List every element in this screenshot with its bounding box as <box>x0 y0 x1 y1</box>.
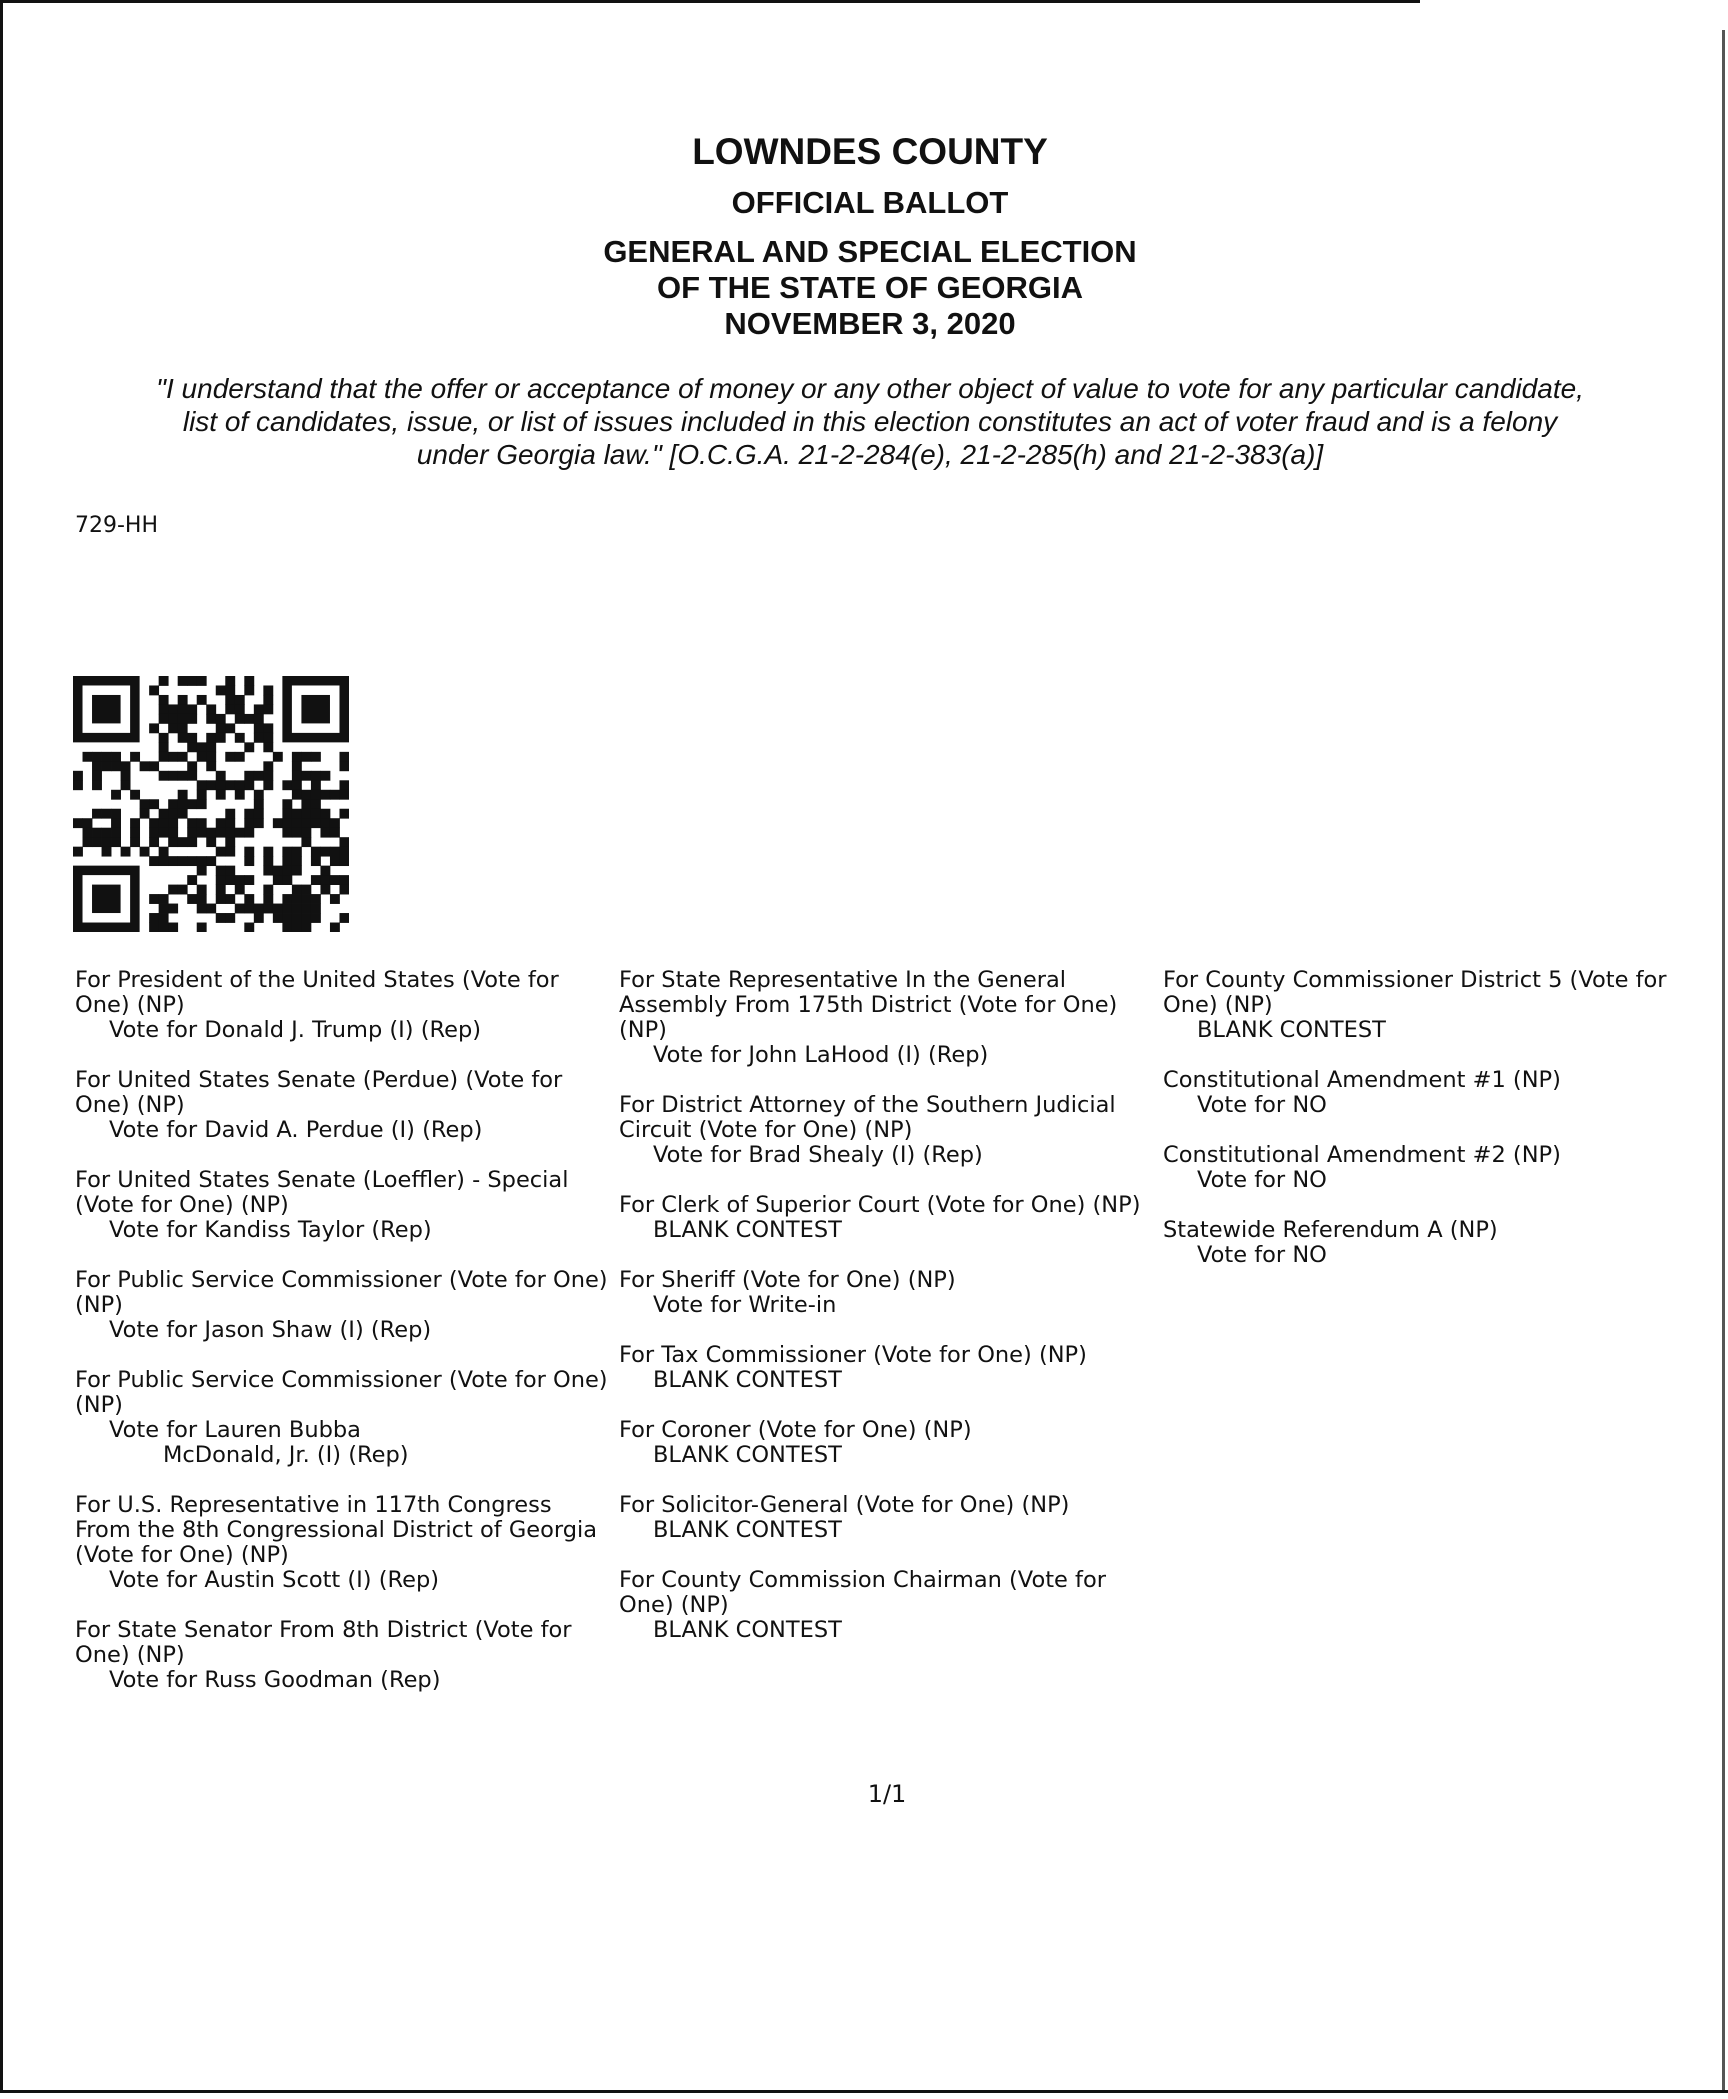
contest-block <box>1163 1218 1693 1268</box>
contest-block <box>619 1418 1159 1468</box>
contest-block <box>619 968 1159 1068</box>
contest-title: For County Commissioner District 5 (Vote for One) (NP) <box>1163 968 1667 1018</box>
ballot-header <box>0 130 1728 342</box>
contest-selection: BLANK CONTEST <box>653 1217 842 1243</box>
contest-title: For Public Service Commissioner (Vote for One) (NP) <box>75 1267 608 1318</box>
contest-selection-continued: McDonald, Jr. (I) (Rep) <box>163 1442 409 1468</box>
contest-title: For Sheriff (Vote for One) (NP) <box>619 1267 956 1293</box>
contest-selection: Vote for Jason Shaw (I) (Rep) <box>109 1317 432 1343</box>
contest-title: For President of the United States (Vote for One) (NP) <box>75 967 559 1018</box>
page-number: 1/1 <box>867 1780 907 1808</box>
contest-title: Constitutional Amendment #2 (NP) <box>1163 1142 1561 1168</box>
contest-selection: Vote for Donald J. Trump (I) (Rep) <box>109 1017 482 1043</box>
contest-block <box>619 1268 1159 1318</box>
contest-title: For State Representative In the General Assembly From 175th District (Vote for One) (NP) <box>619 967 1118 1043</box>
contest-selection: BLANK CONTEST <box>653 1617 842 1643</box>
contest-selection: Vote for Lauren Bubba <box>109 1417 361 1443</box>
contest-selection: BLANK CONTEST <box>1197 1017 1386 1043</box>
contest-selection: Vote for Austin Scott (I) (Rep) <box>109 1567 440 1593</box>
contest-title: For U.S. Representative in 117th Congress From the 8th Congressional District of Georgia (Vote for One) (NP) <box>75 1492 598 1568</box>
election-name-line-1: GENERAL AND SPECIAL ELECTION <box>603 234 1137 269</box>
contest-selection: Vote for Russ Goodman (Rep) <box>109 1667 441 1693</box>
contest-column-2 <box>619 968 1159 1668</box>
contest-title: For United States Senate (Loeffler) - Special (Vote for One) (NP) <box>75 1167 569 1218</box>
contest-block <box>619 1343 1159 1393</box>
contest-title: For United States Senate (Perdue) (Vote for One) (NP) <box>75 1067 563 1118</box>
contest-column-3 <box>1163 968 1693 1293</box>
qr-code-icon <box>73 676 349 932</box>
contest-block <box>619 1193 1159 1243</box>
contest-title: For Tax Commissioner (Vote for One) (NP) <box>619 1342 1087 1368</box>
ballot-style-id: 729-HH <box>75 513 159 538</box>
contest-title: For Clerk of Superior Court (Vote for One) (NP) <box>619 1192 1141 1218</box>
oath-line-2: list of candidates, issue, or list of issues included in this election constitutes an act of voter fraud and is a felony <box>182 406 1558 437</box>
ballot-type: OFFICIAL BALLOT <box>731 185 1009 220</box>
county-title: LOWNDES COUNTY <box>692 131 1048 172</box>
contest-block <box>619 1493 1159 1543</box>
oath-line-1: "I understand that the offer or acceptance of money or any other object of value to vote for any particular candidate, <box>156 373 1584 404</box>
contest-block <box>1163 968 1693 1043</box>
contest-title: Statewide Referendum A (NP) <box>1163 1217 1498 1243</box>
contest-block <box>1163 1143 1693 1193</box>
election-date: NOVEMBER 3, 2020 <box>724 306 1016 341</box>
contest-column-1 <box>75 968 610 1718</box>
contest-block <box>75 1618 610 1693</box>
oath-line-3: under Georgia law." [O.C.G.A. 21-2-284(e), 21-2-285(h) and 21-2-383(a)] <box>416 439 1324 470</box>
contest-block <box>75 1068 610 1143</box>
contest-selection: Vote for John LaHood (I) (Rep) <box>653 1042 989 1068</box>
page-border-bottom <box>0 2090 1728 2093</box>
contest-block <box>75 968 610 1043</box>
contest-block <box>75 1493 610 1593</box>
contest-title: For State Senator From 8th District (Vote for One) (NP) <box>75 1617 572 1668</box>
voter-fraud-oath <box>60 372 1680 471</box>
contest-selection: Vote for NO <box>1197 1167 1327 1193</box>
contest-selection: Vote for Write-in <box>653 1292 837 1318</box>
contest-selection: BLANK CONTEST <box>653 1442 842 1468</box>
contest-selection: Vote for Brad Shealy (I) (Rep) <box>653 1142 983 1168</box>
contest-selection: Vote for NO <box>1197 1242 1327 1268</box>
page-border-top <box>0 0 1420 3</box>
contest-selection: Vote for David A. Perdue (I) (Rep) <box>109 1117 483 1143</box>
contest-selection: Vote for NO <box>1197 1092 1327 1118</box>
contest-title: For County Commission Chairman (Vote for One) (NP) <box>619 1567 1106 1618</box>
contest-block <box>75 1268 610 1343</box>
contest-block <box>75 1168 610 1243</box>
contest-selection: BLANK CONTEST <box>653 1367 842 1393</box>
election-name-line-2: OF THE STATE OF GEORGIA <box>657 270 1083 305</box>
contest-title: For Solicitor-General (Vote for One) (NP) <box>619 1492 1070 1518</box>
contest-block <box>619 1093 1159 1168</box>
contest-selection: BLANK CONTEST <box>653 1517 842 1543</box>
contest-title: For Public Service Commissioner (Vote for One) (NP) <box>75 1367 608 1418</box>
contest-block <box>1163 1068 1693 1118</box>
contest-selection: Vote for Kandiss Taylor (Rep) <box>109 1217 432 1243</box>
contest-block <box>619 1568 1159 1643</box>
contest-title: Constitutional Amendment #1 (NP) <box>1163 1067 1561 1093</box>
contest-title: For District Attorney of the Southern Judicial Circuit (Vote for One) (NP) <box>619 1092 1116 1143</box>
contest-block <box>75 1368 610 1468</box>
contest-title: For Coroner (Vote for One) (NP) <box>619 1417 972 1443</box>
